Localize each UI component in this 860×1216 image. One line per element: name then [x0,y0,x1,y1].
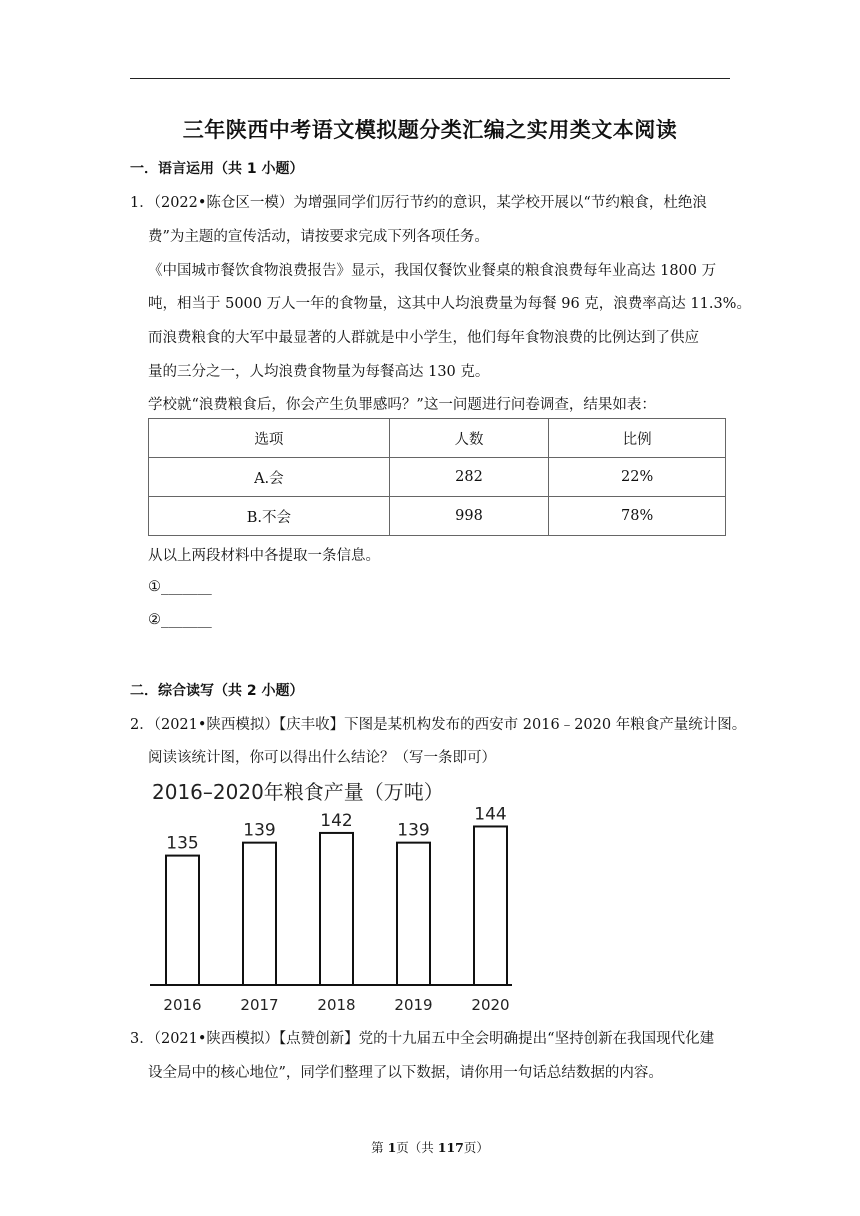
table-header-row [149,419,726,458]
section-heading-1: 一．语言运用（共 1 小题） [130,161,304,177]
bar-2019 [397,843,430,985]
data-label-2018: 142 [320,810,353,831]
footer-prefix: 第 [371,1140,388,1155]
q2-line-1: 2．（2021•陕西模拟）【庆丰收】下图是某机构发布的西安市 2016﹣2020 年粮食产量统计图。 [130,717,747,733]
table-cell: 78% [549,497,726,536]
q1-line-6: 量的三分之一，人均浪费食物量为每餐高达 130 克。 [148,364,490,380]
chart-title: 2016–2020年粮食产量（万吨） [152,780,444,804]
tick-label-2020: 2020 [471,996,510,1014]
q2-line-2: 阅读该统计图，你可以得出什么结论？（写一条即可） [148,750,496,766]
q1-line-1: 1．（2022•陈仓区一模）为增强同学们厉行节约的意识，某学校开展以“节约粮食，杜绝浪 [130,195,707,211]
bar-2018 [320,833,353,985]
table-cell: 998 [389,497,549,536]
q1-line-3: 《中国城市餐饮食物浪费报告》显示，我国仅餐饮业餐桌的粮食浪费每年业高达 1800 万 [148,263,717,279]
footer-middle: 页（共 [396,1140,438,1155]
q3-line-1: 3．（2021•陕西模拟）【点赞创新】党的十九届五中全会明确提出“坚持创新在我国现代化建 [130,1031,715,1047]
table-header-cell: 人数 [389,419,549,458]
bar-2020 [474,826,507,985]
document-title: 三年陕西中考语文模拟题分类汇编之实用类文本阅读 [182,118,678,142]
tick-label-2017: 2017 [240,996,279,1014]
q1-instruction: 从以上两段材料中各提取一条信息。 [148,548,380,564]
top-rule [130,78,730,79]
tick-label-2019: 2019 [394,996,433,1014]
q1-line-2: 费”为主题的宣传活动，请按要求完成下列各项任务。 [148,229,489,245]
answer-blank-2[interactable]: ②_______ [148,612,212,628]
grain-output-bar-chart [140,775,520,1020]
table-cell: 22% [549,458,726,497]
table-cell: A.会 [149,458,390,497]
section-heading-2: 二．综合读写（共 2 小题） [130,683,304,699]
data-label-2020: 144 [474,804,507,825]
data-label-2016: 135 [166,833,199,854]
q1-line-5: 而浪费粮食的大军中最显著的人群就是中小学生，他们每年食物浪费的比例达到了供应 [148,330,699,346]
table-cell: 282 [389,458,549,497]
bar-2017 [243,843,276,985]
data-label-2017: 139 [243,820,276,841]
q3-line-2: 设全局中的核心地位”，同学们整理了以下数据，请你用一句话总结数据的内容。 [148,1065,663,1081]
table-row [149,458,726,497]
survey-table [148,418,726,536]
table-cell: B.不会 [149,497,390,536]
footer-suffix: 页） [463,1140,489,1155]
q1-line-4: 吨，相当于 5000 万人一年的食物量，这其中人均浪费量为每餐 96 克，浪费率高达 11.3%。 [148,296,751,312]
table-header-cell: 比例 [549,419,726,458]
q1-line-7: 学校就“浪费粮食后，你会产生负罪感吗？”这一问题进行问卷调查，结果如表： [148,397,656,413]
tick-label-2018: 2018 [317,996,356,1014]
table-header-cell: 选项 [149,419,390,458]
page-number: 1 [387,1140,397,1155]
answer-blank-1[interactable]: ①_______ [148,579,212,595]
bar-2016 [166,856,199,985]
tick-label-2016: 2016 [163,996,202,1014]
data-label-2019: 139 [397,820,430,841]
total-pages: 117 [437,1140,464,1155]
table-row [149,497,726,536]
page-footer [0,1138,860,1156]
